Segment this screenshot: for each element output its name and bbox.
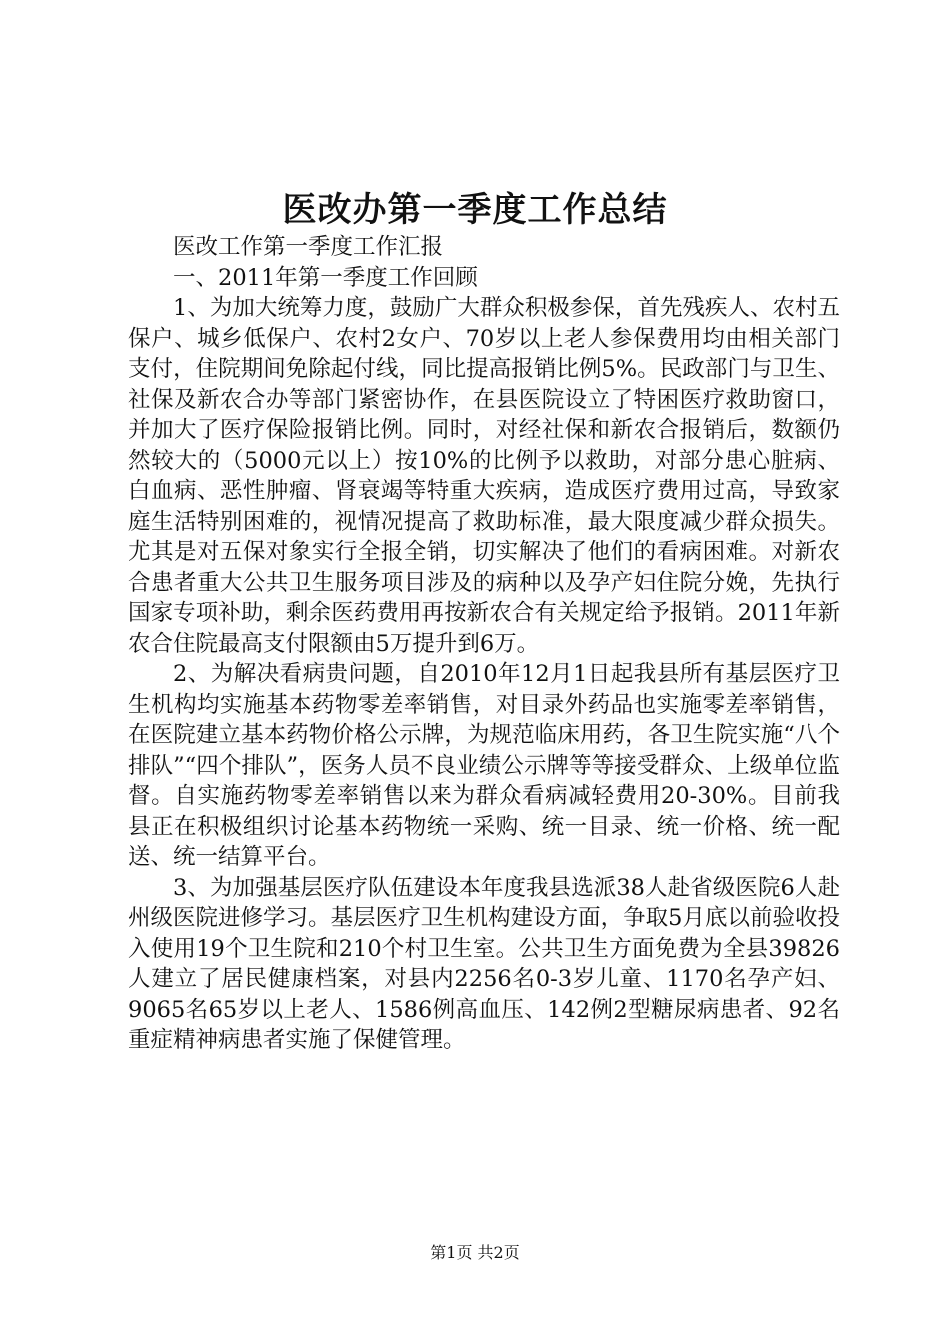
page-footer: 第1页 共2页 [430,1243,520,1262]
paragraph-report-heading: 医改工作第一季度工作汇报 [173,234,444,260]
paragraph-item-3: 3、为加强基层医疗队伍建设本年度我县选派38人赴省级医院6人赴州级医院进修学习。基层医疗卫生机构建设方面，争取5月底以前验收投入使用19个卫生院和210个村卫生室。公共卫生方面免费为全县39826人建立了居民健康档案，对县内2256名0-3岁儿童、1170名孕产妇、9065名65岁以上老人、1586例高血压、142例2型糖尿病患者、92名重症精神病患者实施了保健管理。 [128,874,840,1053]
document-body [128,232,840,1056]
document-title: 医改办第一季度工作总结 [282,190,668,230]
paragraph-item-2: 2、为解决看病贵问题，自2010年12月1日起我县所有基层医疗卫生机构均实施基本药物零差率销售，对目录外药品也实施零差率销售，在医院建立基本药物价格公示牌，为规范临床用药，各卫生院实施“八个排队”“四个排队”，医务人员不良业绩公示牌等等接受群众、上级单位监督。自实施药物零差率销售以来为群众看病减轻费用20-30%。目前我县正在积极组织讨论基本药物统一采购、统一目录、统一价格、统一配送、统一结算平台。 [128,661,840,870]
paragraph-item-1: 1、为加大统筹力度，鼓励广大群众积极参保，首先残疾人、农村五保户、城乡低保户、农村2女户、70岁以上老人参保费用均由相关部门支付，住院期间免除起付线，同比提高报销比例5%。民政部门与卫生、社保及新农合办等部门紧密协作，在县医院设立了特困医疗救助窗口，并加大了医疗保险报销比例。同时，对经社保和新农合报销后，数额仍然较大的（5000元以上）按10%的比例予以救助，对部分患心脏病、白血病、恶性肿瘤、肾衰竭等特重大疾病，造成医疗费用过高，导致家庭生活特别困难的，视情况提高了救助标准，最大限度减少群众损失。尤其是对五保对象实行全报全销，切实解决了他们的看病困难。对新农合患者重大公共卫生服务项目涉及的病种以及孕产妇住院分娩，先执行国家专项补助，剩余医药费用再按新农合有关规定给予报销。2011年新农合住院最高支付限额由5万提升到6万。 [128,295,840,657]
paragraph-section-heading: 一、2011年第一季度工作回顾 [173,264,478,291]
